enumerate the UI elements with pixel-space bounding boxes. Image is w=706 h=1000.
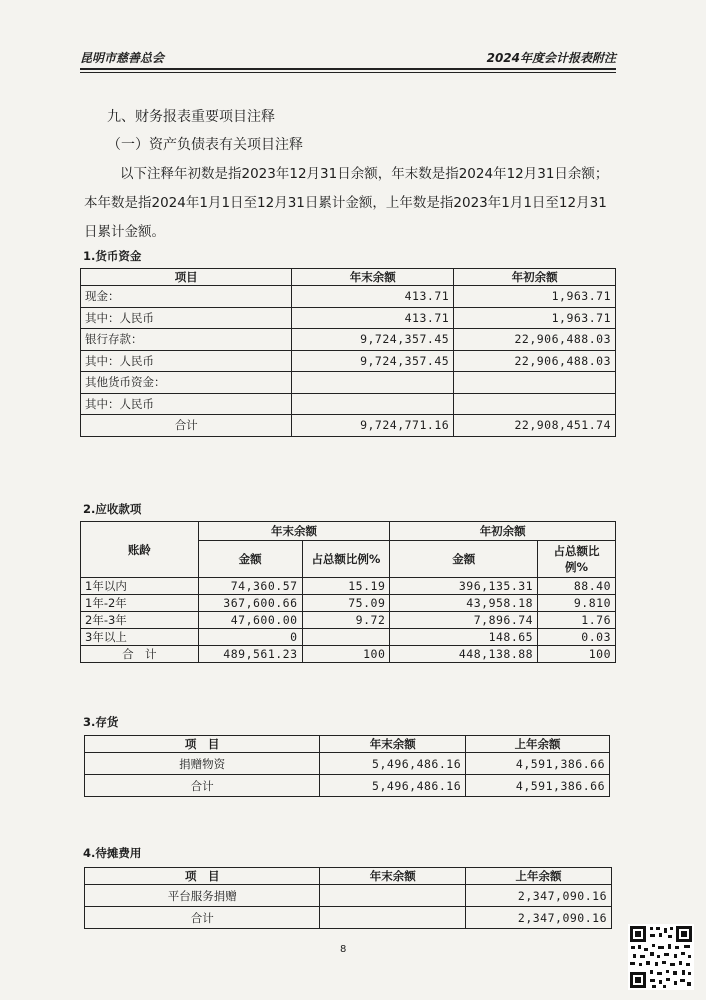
qr-code-icon [628, 924, 694, 990]
amount-total: 489,561.23 [198, 646, 302, 663]
total-label: 合 计 [81, 646, 199, 663]
column-header: 上年余额 [466, 736, 610, 753]
end-balance-header: 年末余额 [198, 522, 390, 541]
column-header: 年末余额 [292, 269, 454, 286]
ratio-header: 占总额比例% [538, 541, 616, 578]
total-label: 合计 [81, 415, 292, 437]
end-balance-total: 5,496,486.16 [320, 775, 466, 797]
cash-section-title: 1.货币资金 [83, 249, 142, 263]
column-header: 年末余额 [320, 868, 466, 885]
receivables-section-title: 2.应收款项 [83, 502, 142, 516]
header-rule [80, 68, 616, 70]
begin-balance-header: 年初余额 [390, 522, 616, 541]
begin-balance-total: 22,908,451.74 [454, 415, 616, 437]
section-title: 九、财务报表重要项目注释 [107, 109, 275, 125]
end-balance-cell [292, 372, 454, 394]
amount-cell: 148.65 [390, 629, 538, 646]
table-row [81, 372, 616, 394]
row-label: 其他货币资金： [81, 372, 292, 394]
table-row [81, 307, 616, 329]
header-organization: 昆明市慈善总会 [80, 51, 165, 65]
table-header-row [85, 868, 612, 885]
row-label: 平台服务捐赠 [85, 885, 320, 907]
ratio-cell: 88.40 [538, 578, 616, 595]
begin-balance-cell [454, 372, 616, 394]
table-row [81, 578, 616, 595]
subsection-title: （一）资产负债表有关项目注释 [107, 137, 303, 153]
header-report-title: 2024年度会计报表附注 [486, 51, 616, 65]
table-row [81, 612, 616, 629]
age-cell: 1年以内 [81, 578, 199, 595]
prior-balance-cell: 4,591,386.66 [466, 753, 610, 775]
row-label: 捐赠物资 [85, 753, 320, 775]
end-balance-cell [320, 885, 466, 907]
age-cell: 2年-3年 [81, 612, 199, 629]
ratio-cell [302, 629, 390, 646]
table-total-row [85, 775, 610, 797]
amount-total: 448,138.88 [390, 646, 538, 663]
ratio-cell: 9.810 [538, 595, 616, 612]
column-header: 上年余额 [466, 868, 612, 885]
prior-balance-cell: 2,347,090.16 [466, 885, 612, 907]
ratio-cell: 15.19 [302, 578, 390, 595]
ratio-cell: 0.03 [538, 629, 616, 646]
cash-table [80, 268, 616, 437]
end-balance-cell: 5,496,486.16 [320, 753, 466, 775]
age-header: 账龄 [81, 522, 199, 578]
amount-cell: 47,600.00 [198, 612, 302, 629]
age-cell: 3年以上 [81, 629, 199, 646]
prior-balance-total: 4,591,386.66 [466, 775, 610, 797]
receivables-table [80, 521, 616, 663]
ratio-total: 100 [302, 646, 390, 663]
prior-balance-total: 2,347,090.16 [466, 907, 612, 929]
amount-cell: 367,600.66 [198, 595, 302, 612]
inventory-section-title: 3.存货 [83, 715, 119, 729]
table-row [85, 885, 612, 907]
table-header-row [81, 269, 616, 286]
table-row [81, 393, 616, 415]
table-row [81, 595, 616, 612]
end-balance-cell: 9,724,357.45 [292, 350, 454, 372]
table-header-row [85, 736, 610, 753]
end-balance-cell [292, 393, 454, 415]
age-cell: 1年-2年 [81, 595, 199, 612]
end-balance-cell: 413.71 [292, 286, 454, 308]
table-total-row [81, 646, 616, 663]
end-balance-cell: 9,724,357.45 [292, 329, 454, 351]
row-label: 现金： [81, 286, 292, 308]
page-header [80, 49, 616, 66]
begin-balance-cell [454, 393, 616, 415]
ratio-cell: 75.09 [302, 595, 390, 612]
end-balance-total: 9,724,771.16 [292, 415, 454, 437]
begin-balance-cell: 22,906,488.03 [454, 329, 616, 351]
amount-cell: 7,896.74 [390, 612, 538, 629]
ratio-total: 100 [538, 646, 616, 663]
total-label: 合计 [85, 775, 320, 797]
ratio-cell: 9.72 [302, 612, 390, 629]
table-row [81, 286, 616, 308]
amount-header: 金额 [198, 541, 302, 578]
deferred-section-title: 4.待摊费用 [83, 846, 142, 860]
end-balance-cell: 413.71 [292, 307, 454, 329]
end-balance-total [320, 907, 466, 929]
table-header-row [81, 522, 616, 541]
amount-header: 金额 [390, 541, 538, 578]
amount-cell: 0 [198, 629, 302, 646]
column-header: 年末余额 [320, 736, 466, 753]
row-label: 其中：人民币 [81, 307, 292, 329]
begin-balance-cell: 1,963.71 [454, 286, 616, 308]
total-label: 合计 [85, 907, 320, 929]
table-row [81, 350, 616, 372]
amount-cell: 396,135.31 [390, 578, 538, 595]
amount-cell: 43,958.18 [390, 595, 538, 612]
column-header: 项 目 [85, 736, 320, 753]
column-header: 项目 [81, 269, 292, 286]
row-label: 其中：人民币 [81, 393, 292, 415]
amount-cell: 74,360.57 [198, 578, 302, 595]
table-row [85, 753, 610, 775]
table-row [81, 329, 616, 351]
begin-balance-cell: 1,963.71 [454, 307, 616, 329]
column-header: 年初余额 [454, 269, 616, 286]
row-label: 其中：人民币 [81, 350, 292, 372]
deferred-expenses-table [84, 867, 612, 929]
ratio-header: 占总额比例% [302, 541, 390, 578]
intro-paragraph: 以下注释年初数是指2023年12月31日余额，年末数是指2024年12月31日余额；本年数是指2024年1月1日至12月31日累计金额，上年数是指2023年1月1日至12月31日累计金额。 [84, 166, 609, 240]
column-header: 项 目 [85, 868, 320, 885]
page-number: 8 [340, 944, 347, 955]
ratio-cell: 1.76 [538, 612, 616, 629]
table-row [81, 629, 616, 646]
begin-balance-cell: 22,906,488.03 [454, 350, 616, 372]
header-rule-thin [80, 72, 616, 73]
row-label: 银行存款： [81, 329, 292, 351]
table-total-row [85, 907, 612, 929]
table-total-row [81, 415, 616, 437]
inventory-table [84, 735, 610, 797]
